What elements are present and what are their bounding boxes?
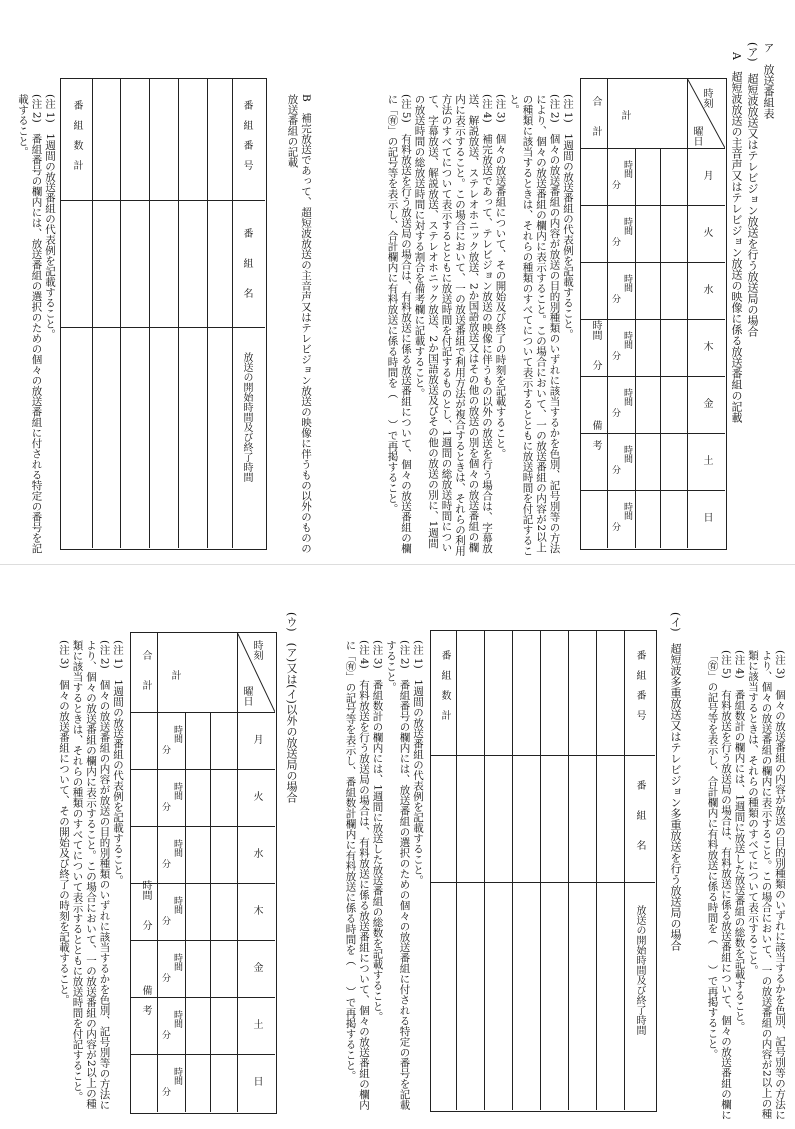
minute-label: 分 (610, 408, 620, 417)
page-divider (0, 564, 795, 565)
day-sun: 日 (251, 1076, 262, 1086)
day-wed: 水 (251, 848, 262, 858)
note-1: (注 1) 1週間の放送番組の代表例を記載すること。 (562, 94, 574, 340)
corner-time-label: 時刻 (701, 88, 712, 108)
col-broadcast-time: 放送の開始時間及び終了時間 (241, 352, 252, 482)
remarks-label: 備 考 (140, 985, 151, 1015)
hour-label: 時間 (172, 1067, 182, 1085)
hour-label: 時間 (622, 445, 632, 463)
heading-other: (ウ) (ア)又は(イ)以外の放送局の場合 (285, 612, 298, 803)
note-2: (注 2) 個々の放送番組の内容が放送の目的別種類のいずれに該当するかを色別、記号別等の方法により、個々の放送番組の欄内に表示すること。この場合において、一の放送番組の内容が2以上の種類に該当するときは、それらの種類のすべてについて表示するとともに放送時間を付記すること。 (71, 640, 111, 1110)
note-5: (注 5) 有料放送を行う放送局の場合は、有料放送に係る放送番組について、個々の放送番組の欄に「㊒」の記号等を表示し、合計欄内に有料放送に係る時間を（ ）で再掲すること。 (706, 650, 732, 1120)
remarks-label: 備 考 (590, 420, 601, 450)
minute-label: 分 (610, 237, 620, 246)
corner-time-label: 時刻 (251, 640, 262, 660)
note-3: (注 3) 個々の放送番組について、その開始及び終了の時刻を記載すること。 (494, 94, 507, 459)
day-thu: 木 (701, 341, 712, 351)
notes-continued (690, 650, 786, 1120)
col-broadcast-time: 放送の開始時間及び終了時間 (634, 905, 645, 1035)
hour-label: 時間 (622, 217, 632, 235)
day-tue: 火 (701, 227, 712, 237)
note-4: (注 4) 有料放送を行う放送局の場合は、有料放送に係る放送番組について、個々の放送番組の欄内に「㊒」の記号等を表示し、番組数計欄内に有料放送に係る時間を（ ）で再掲すること。 (344, 640, 370, 1110)
hour-label: 時間 (172, 725, 182, 743)
note-5: (注 5) 有料放送を行う放送局の場合は、有料放送に係る放送番組について、個々の放送番組の欄に「㊒」の記号等を表示し、合計欄内に有料放送に係る時間を（ ）で再掲すること。 (386, 94, 412, 554)
minute-label: 分 (610, 294, 620, 303)
heading-section-a: A 超短波放送の主音声又はテレビジョン放送の映像に係る放送番組の記載 (730, 52, 743, 423)
corner-day-label: 曜日 (241, 686, 252, 706)
hour-label: 時間 (172, 953, 182, 971)
program-count-label: 番 組 数 計 (439, 650, 450, 720)
day-mon: 月 (701, 170, 712, 180)
note-2: (注 2) 番組番号の欄内には、放送番組の選択のための個々の放送番組に付される特定の番号を記載すること。 (17, 94, 43, 554)
notes-section-other (12, 640, 124, 1115)
program-count-label: 番 組 数 計 (71, 100, 82, 170)
time-header: 時間 分 (140, 880, 151, 930)
total-label: 合 計 (140, 650, 151, 690)
notes-section-multiplex (300, 640, 424, 1115)
hour-label: 時間 (172, 839, 182, 857)
hour-label: 時間 (622, 502, 632, 520)
minute-label: 分 (160, 973, 170, 982)
day-tue: 火 (251, 791, 262, 801)
total-label: 合 計 (590, 96, 601, 136)
col-program-number: 番 組 番 号 (634, 650, 645, 720)
day-fri: 金 (251, 962, 262, 972)
hour-label: 時間 (622, 160, 632, 178)
day-thu: 木 (251, 905, 262, 915)
day-sat: 土 (251, 1019, 262, 1029)
note-3: (注 3) 個々の放送番組の内容が放送の目的別種類のいずれに該当するかを色別、記号別等の方法により、個々の放送番組の欄内に表示すること。この場合において、一の放送番組の内容が2以上の種類に該当するときは、それらの種類のすべてについて表示すること。 (747, 650, 786, 1120)
corner-day-label: 曜日 (691, 126, 702, 146)
minute-label: 分 (610, 351, 620, 360)
heading-program-table: ア 放送番組表 (762, 42, 775, 119)
notes-section-a (322, 94, 574, 558)
hour-label: 時間 (172, 896, 182, 914)
col-program-name: 番 組 名 (241, 228, 252, 298)
note-4: (注 4) 補完放送であって、テレビジョン放送の映像に伴うもの以外の放送を行う場合は、字幕放送、解説放送、ステレオホニック放送、2か国語放送又はその他の放送の別を個々の放送番組の欄内に表示すること。この場合において、一の放送番組で利用方法が複合するときは、それらの利用方法のすべてについて表示するとともに放送時間を付記するものとし、1週間の総放送時間について、字幕放送、解説放送、ステレオホニック放送、2か国語放送及びその他の放送の別に、1週間の放送時間の総放送時間に対する割合を備考欄に記載すること。 (413, 94, 493, 556)
note-3: (注 3) 番組数計の欄内には、1週間に放送した放送番組の総数を記載すること。 (371, 640, 384, 1022)
minute-label: 分 (610, 180, 620, 189)
hour-label: 時間 (622, 331, 632, 349)
day-sun: 日 (701, 512, 712, 522)
subtotal-label: 計 (169, 670, 180, 680)
day-sat: 土 (701, 455, 712, 465)
note-1: (注 1) 1週間の放送番組の代表例を記載すること。 (412, 640, 424, 886)
heading-fm-tv: (ア) 超短波放送又はテレビジョン放送を行う放送局の場合 (746, 42, 759, 337)
minute-label: 分 (160, 1030, 170, 1039)
col-program-number: 番 組 番 号 (241, 100, 252, 170)
hour-label: 時間 (172, 1010, 182, 1028)
minute-label: 分 (160, 859, 170, 868)
notes-section-b (14, 94, 56, 558)
day-fri: 金 (701, 398, 712, 408)
subtotal-label: 計 (619, 110, 630, 120)
minute-label: 分 (160, 802, 170, 811)
day-mon: 月 (251, 734, 262, 744)
minute-label: 分 (160, 1087, 170, 1096)
hour-label: 時間 (172, 782, 182, 800)
hour-label: 時間 (622, 388, 632, 406)
note-1: (注 1) 1週間の放送番組の代表例を記載すること。 (112, 640, 124, 886)
note-4: (注 4) 番組数計の欄内には、1週間に放送した放送番組の総数を記載すること。 (733, 650, 746, 1032)
col-program-name: 番 組 名 (634, 780, 645, 850)
note-1: (注 1) 1週間の放送番組の代表例を記載すること。 (44, 94, 56, 340)
time-header: 時間 分 (590, 320, 601, 370)
minute-label: 分 (610, 522, 620, 531)
day-wed: 水 (701, 284, 712, 294)
note-2: (注 2) 個々の放送番組の内容が放送の目的別種類のいずれに該当するかを色別、記号別等の方法により、個々の放送番組の欄内に表示すること。この場合において、一の放送番組の内容が2以上の種類に該当するときは、それらの種類のすべてについて表示するとともに放送時間を付記すること。 (508, 94, 561, 556)
note-2: (注 2) 番組番号の欄内には、放送番組の選択のための個々の放送番組に付される特定の番号を記載すること。 (385, 640, 411, 1110)
minute-label: 分 (610, 465, 620, 474)
minute-label: 分 (160, 745, 170, 754)
hour-label: 時間 (622, 274, 632, 292)
minute-label: 分 (160, 916, 170, 925)
note-3: (注 3) 個々の放送番組について、その開始及び終了の時刻を記載すること。 (58, 640, 70, 1005)
heading-section-b: B 補完放送であって、超短波放送の主音声又はテレビジョン放送の映像に伴うもの以外のものの放送番組の記載 (286, 94, 312, 554)
heading-multiplex: (イ) 超短波多重放送又はテレビジョン多重放送を行う放送局の場合 (669, 612, 682, 951)
